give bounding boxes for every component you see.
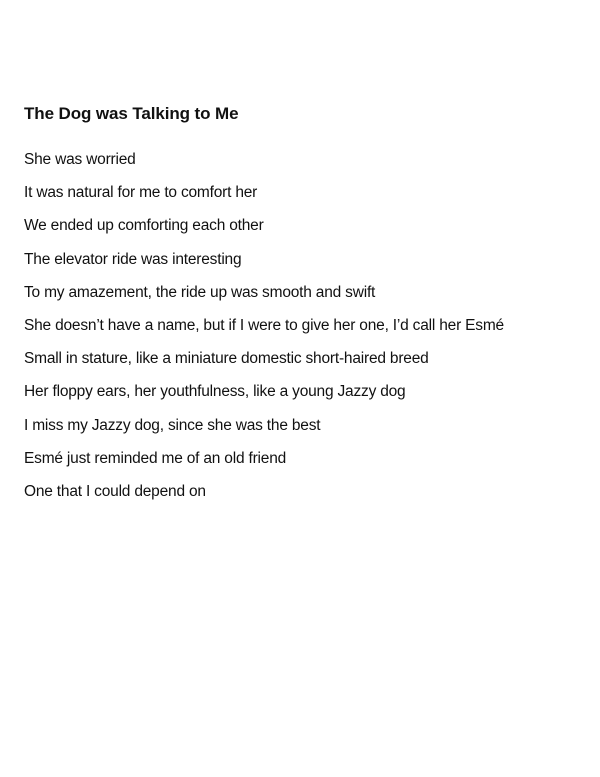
poem-lines xyxy=(24,150,504,515)
poem-line: She doesn’t have a name, but if I were to give her one, I’d call her Esmé xyxy=(24,316,504,334)
poem-line: Her floppy ears, her youthfulness, like a young Jazzy dog xyxy=(24,383,406,401)
poem-line: We ended up comforting each other xyxy=(24,217,264,235)
poem-line: To my amazement, the ride up was smooth and swift xyxy=(24,283,376,301)
poem-line: Esmé just reminded me of an old friend xyxy=(24,449,287,467)
poem-line: The elevator ride was interesting xyxy=(24,250,242,268)
poem-line: Small in stature, like a miniature domestic short-haired breed xyxy=(24,350,429,368)
poem-line: One that I could depend on xyxy=(24,482,206,500)
poem-line: She was worried xyxy=(24,151,136,168)
poem-title: The Dog was Talking to Me xyxy=(24,104,239,123)
poem-line: I miss my Jazzy dog, since she was the best xyxy=(24,416,321,434)
poem-line: It was natural for me to comfort her xyxy=(24,184,258,202)
